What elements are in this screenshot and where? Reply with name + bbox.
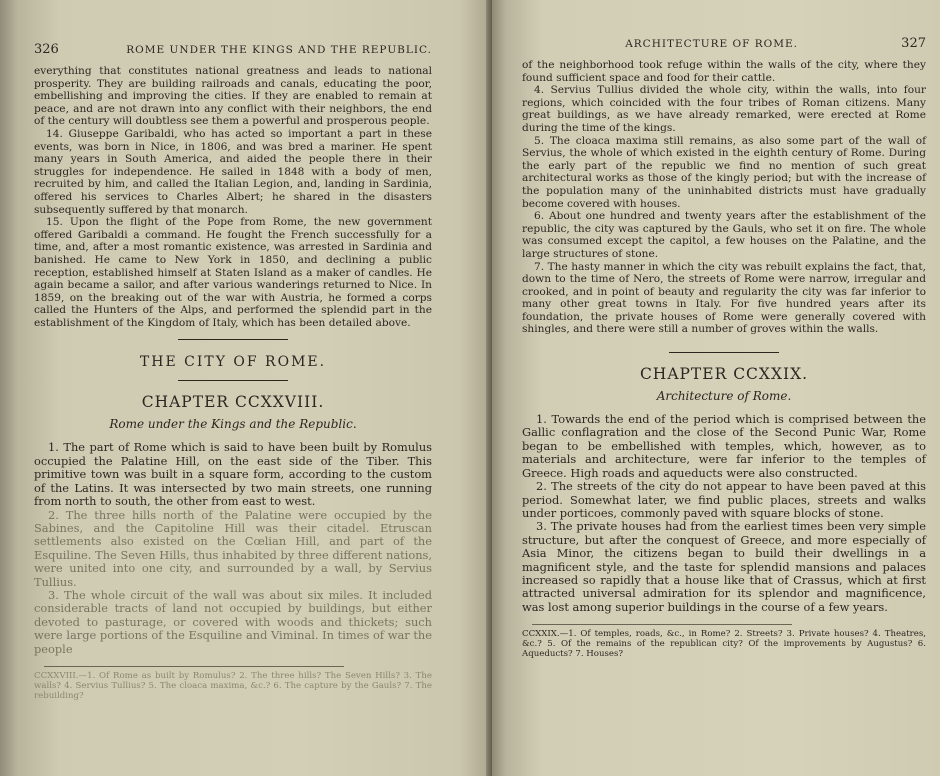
divider-rule bbox=[178, 380, 288, 381]
right-page bbox=[492, 0, 940, 776]
divider-rule bbox=[669, 352, 779, 353]
footnote: CCXXVIII.—1. Of Rome as built by Romulus? 2. The three hills? The Seven Hills? 3. The walls? 4. Servius Tullius? 5. The cloaca maxima, &c.? 6. The capture by the Gauls? 7. The rebuilding? bbox=[34, 670, 432, 701]
right-page-number: 327 bbox=[901, 36, 926, 51]
chapter-subtitle: Architecture of Rome. bbox=[656, 389, 792, 404]
chapter-subtitle: Rome under the Kings and the Republic. bbox=[109, 417, 357, 432]
chapter-paragraph: 2. The streets of the city do not appear to have been paved at this period. Somewhat later, we find public places, streets and walks under porticoes, commonly paved with square blocks of stone. bbox=[522, 479, 926, 520]
chapter-title: CHAPTER CCXXIX. bbox=[639, 365, 809, 384]
right-paragraph: 6. About one hundred and twenty years after the establishment of the republic, the city was captured by the Gauls, who set it on fire. The whole was consumed except the capitol, a few houses on the Palatine, and the large structures of stone. bbox=[522, 210, 926, 260]
right-paragraph: 4. Servius Tullius divided the whole city, within the walls, into four regions, which coincided with the four tribes of Roman citizens. Many great buildings, as we have already remarked, were erected at Rome during the time of the kings. bbox=[522, 84, 926, 134]
chapter-title: CHAPTER CCXXVIII. bbox=[141, 393, 325, 412]
left-page-number: 326 bbox=[34, 42, 59, 57]
left-running-header bbox=[34, 42, 432, 57]
chapter-paragraph: 1. The part of Rome which is said to have been built by Romulus occupied the Palatine Hill, on the east side of the Tiber. This primitive town was built in a square form, according to the custom of the Latins. It was intersected by two main streets, one running from north to south, the other from east to west. bbox=[34, 440, 432, 509]
chapter-paragraph: 3. The private houses had from the earliest times been very simple structure, but after the conquest of Greece, and more especially of Asia Minor, the citizens began to build their dwellings in a magnificent style, and the taste for splendid mansions and palaces increased so rapidly that a house like that of Crassus, which at first attracted universal admiration for its splendor and magnificence, was lost among superior buildings in the course of a few years. bbox=[522, 519, 926, 614]
footnote-rule bbox=[532, 624, 792, 625]
right-paragraph: of the neighborhood took refuge within the walls of the city, where they found sufficient space and food for their cattle. bbox=[522, 59, 926, 84]
right-paragraph: 7. The hasty manner in which the city was rebuilt explains the fact, that, down to the time of Nero, the streets of Rome were narrow, irregular and crooked, and in point of beauty and regularity the city was far inferior to many other great towns in Italy. For five hundred years after its foundation, the private houses of Rome were generally covered with shingles, and there were still a number of groves within the walls. bbox=[522, 260, 926, 336]
footnote: CCXXIX.—1. Of temples, roads, &c., in Rome? 2. Streets? 3. Private houses? 4. Theatres, &c.? 5. Of the remains of the republican city? Of the improvements by Augustus? 6. Aqueducts? 7. Houses? bbox=[522, 629, 926, 660]
section-title: THE CITY OF ROME. bbox=[139, 354, 327, 371]
chapter-paragraph: 3. The whole circuit of the wall was about six miles. It included considerable tracts of land not occupied by buildings, but either devoted to pasturage, or covered with woods and thickets; such were large portions of the Esquiline and Viminal. In times of war the people bbox=[34, 587, 432, 656]
right-running-head: ARCHITECTURE OF ROME. bbox=[625, 38, 798, 50]
left-paragraph: 15. Upon the flight of the Pope from Rome, the new government offered Garibaldi a command. He fought the French successfully for a time, and, after a most romantic existence, was arrested in Sardinia and banished. He came to New York in 1850, and declining a public reception, established himself at Staten Island as a maker of candles. He again became a sailor, and after various wanderings returned to Nice. In 1859, on the breaking out of the war with Austria, he formed a corps called the Hunters of the Alps, and performed the splendid part in the establishment of the Kingdom of Italy, which has been detailed above. bbox=[34, 216, 432, 329]
right-running-header bbox=[522, 36, 926, 51]
right-paragraph: 5. The cloaca maxima still remains, as also some part of the wall of Servius, the whole of which existed in the eighth century of Rome. During the early part of the republic we find no mention of such great architectural works as those of the kingly period; but with the increase of the population many of the uninhabited districts must have gradually become covered with houses. bbox=[522, 134, 926, 210]
left-paragraph: everything that constitutes national greatness and leads to national prosperity. They are building railroads and canals, educating the poor, embellishing and improving the cities. If they are enabled to remain at peace, and are not drawn into any conflict with their neighbors, the end of the century will doubtless see them a powerful and prosperous people. bbox=[34, 65, 432, 128]
chapter-paragraph: 2. The three hills north of the Palatine were occupied by the Sabines, and the Capitoline Hill was their citadel. Etruscan settlements also existed on the Cœlian Hill, and part of the Esquiline. The Seven Hills, thus inhabited by three different nations, were united into one city, and surrounded by a wall, by Servius Tullius. bbox=[34, 507, 432, 589]
left-running-head: ROME UNDER THE KINGS AND THE REPUBLIC. bbox=[126, 44, 432, 56]
footnote-rule bbox=[44, 666, 344, 667]
left-paragraph: 14. Giuseppe Garibaldi, who has acted so important a part in these events, was born in Nice, in 1806, and was bred a mariner. He spent many years in South America, and aided the people there in their struggles for independence. He sailed in 1848 with a body of men, recruited by him, and called the Italian Legion, and, landing in Sardinia, offered his services to Charles Albert; he shared in the disasters subsequently suffered by that monarch. bbox=[34, 127, 432, 216]
chapter-paragraph: 1. Towards the end of the period which is comprised between the Gallic conflagration and the close of the Second Punic War, Rome began to be embellished with temples, which, however, as to materials and architecture, were far inferior to the temples of Greece. High roads and aqueducts were also constructed. bbox=[522, 412, 926, 480]
divider-rule bbox=[178, 339, 288, 340]
